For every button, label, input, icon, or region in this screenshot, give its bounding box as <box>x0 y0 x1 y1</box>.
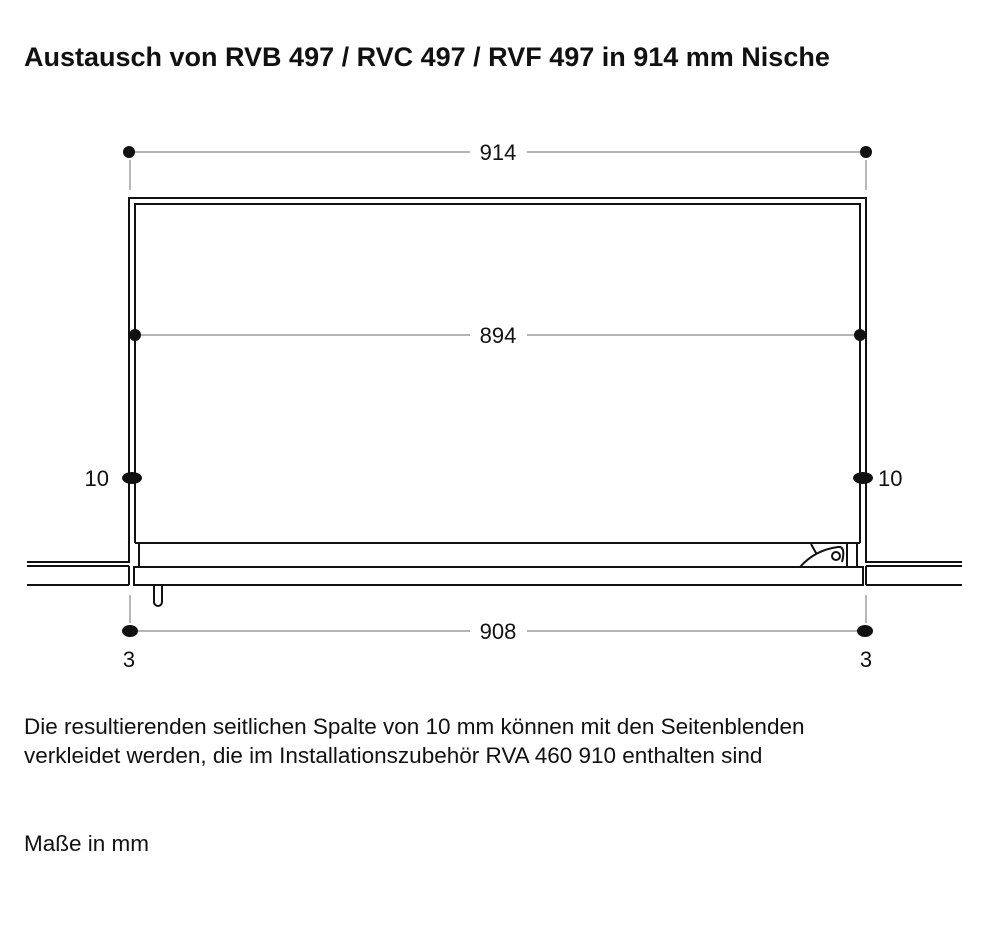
dim-cutout-width: 908 <box>479 619 517 644</box>
handle-pin <box>154 585 162 606</box>
niche-outline <box>129 198 866 563</box>
dim-offset-left: 3 <box>122 647 136 672</box>
page-title: Austausch von RVB 497 / RVC 497 / RVF 497 in 914 mm Nische <box>24 42 830 72</box>
countertop <box>27 562 962 585</box>
hinge-icon <box>800 544 843 567</box>
dim-device-width: 894 <box>479 323 517 348</box>
units-note: Maße in mm <box>24 831 150 856</box>
dim-gap-right: 10 <box>878 466 903 491</box>
dim-gap-left: 10 <box>84 466 109 491</box>
dimension-lines <box>130 152 866 631</box>
dim-offset-right: 3 <box>859 647 873 672</box>
note-line-2: verkleidet werden, die im Installationszubehör RVA 460 910 enthalten sind <box>24 743 763 768</box>
device-panel <box>134 543 863 606</box>
dimension-dots <box>122 146 873 637</box>
dim-niche-width: 914 <box>479 140 517 165</box>
note-line-1: Die resultierenden seitlichen Spalte von 10 mm können mit den Seitenblenden <box>24 714 805 739</box>
